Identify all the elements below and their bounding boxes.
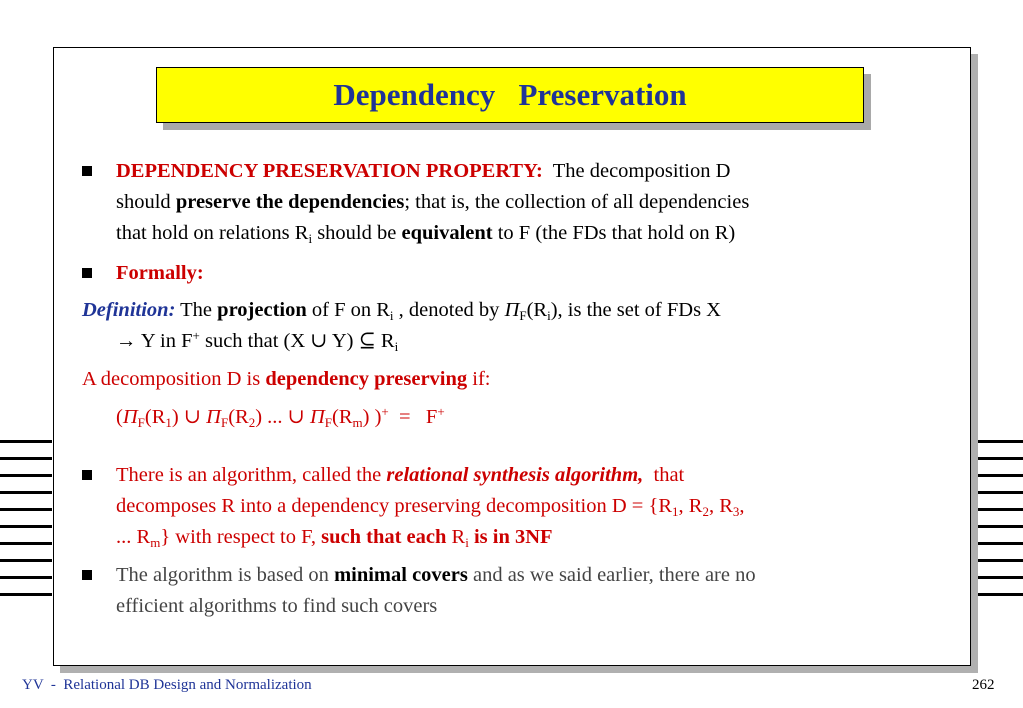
text: ) ... ∪ [255, 406, 310, 428]
pi-symbol: Π [206, 406, 221, 428]
line [82, 326, 721, 357]
text: } with respect to F, [160, 526, 322, 548]
bullet-marker [82, 268, 92, 278]
footer-page-number: 262 [972, 677, 995, 693]
subscript: m [150, 535, 161, 550]
text: = F [388, 406, 438, 428]
subscript: 2 [248, 415, 256, 430]
subscript: F [137, 415, 145, 430]
decomposition-line [82, 364, 490, 395]
bold-text: preserve the dependencies [175, 191, 405, 213]
text: ), is the set of FDs X [550, 299, 721, 321]
line [116, 218, 749, 249]
text: , denoted by [393, 299, 505, 321]
text: (R [526, 299, 548, 321]
text: to F (the FDs that hold on R) [492, 222, 736, 244]
subscript: 1 [165, 415, 172, 430]
footer-course-title: YV - Relational DB Design and Normalization [22, 677, 312, 693]
superscript: + [437, 404, 445, 419]
bold-italic-text: relational synthesis algorithm, [386, 464, 644, 486]
text: that [643, 464, 685, 486]
text: (R [228, 406, 249, 428]
bold-text: dependency preserving [265, 368, 468, 390]
text: ) ) [362, 406, 382, 428]
subscript: 1 [672, 504, 679, 519]
text: , [739, 495, 745, 517]
subscript: 2 [702, 504, 709, 519]
text: such that (X ∪ Y) ⊆ R [199, 330, 395, 352]
subscript: i [389, 308, 394, 323]
property-heading: DEPENDENCY PRESERVATION PROPERTY: [116, 160, 543, 182]
bold-text: equivalent [401, 222, 493, 244]
line [116, 460, 745, 491]
bold-text: projection [217, 299, 307, 321]
pi-symbol: Π [122, 406, 138, 428]
text: ... R [116, 526, 151, 548]
definition-label: Definition: [82, 299, 176, 321]
text: decomposes R into a dependency preserving decomposition D = {R [116, 495, 672, 517]
text: should [116, 191, 176, 213]
line [82, 295, 721, 326]
bullet-marker [82, 470, 92, 480]
subscript: F [324, 415, 332, 430]
subscript: F [220, 415, 229, 430]
line [116, 522, 745, 553]
text: efficient algorithms to find such covers [116, 595, 438, 617]
text: The algorithm is based on [116, 564, 335, 586]
subscript: m [352, 415, 363, 430]
superscript: + [192, 328, 200, 343]
definition-paragraph [82, 295, 721, 357]
pi-symbol: Π [309, 406, 325, 428]
text: → Y in F [116, 330, 193, 352]
bullet-dependency-property [116, 156, 749, 249]
bold-text: such that each [321, 526, 447, 548]
line [116, 156, 749, 187]
bold-text: minimal covers [334, 564, 468, 586]
line [116, 187, 749, 218]
subscript: i [465, 535, 469, 550]
text: R [446, 526, 466, 548]
preservation-formula [116, 402, 445, 433]
text: The decomposition D [552, 160, 731, 182]
line [116, 591, 756, 622]
text: The [175, 299, 218, 321]
text: ( [116, 406, 123, 428]
text: ) ∪ [171, 406, 207, 428]
subscript: i [394, 339, 399, 354]
bullet-formally [116, 258, 204, 289]
text: that hold on relations R [116, 222, 309, 244]
slide-title: Dependency Preservation [333, 77, 687, 112]
subscript: i [308, 231, 313, 246]
text: , R [678, 495, 703, 517]
bullet-marker [82, 570, 92, 580]
bullet-marker [82, 166, 92, 176]
text: (R [144, 406, 166, 428]
subscript: F [519, 308, 527, 323]
pi-symbol: Π [504, 299, 520, 321]
superscript: + [381, 404, 389, 419]
bold-text: is in 3NF [468, 526, 553, 548]
formally-label: Formally: [116, 262, 204, 284]
text: (R [332, 406, 353, 428]
text: and as we said earlier, there are no [467, 564, 756, 586]
text: should be [312, 222, 402, 244]
bullet-synthesis-algorithm [116, 460, 745, 553]
text: A decomposition D is [82, 368, 266, 390]
text: There is an algorithm, called the [116, 464, 387, 486]
line [116, 491, 745, 522]
text: of F on R [306, 299, 390, 321]
bullet-minimal-covers [116, 560, 756, 622]
text: ; that is, the collection of all dependencies [404, 191, 750, 213]
line [116, 560, 756, 591]
subscript: 3 [732, 504, 740, 519]
subscript: i [547, 308, 551, 323]
text: if: [467, 368, 491, 390]
text: , R [708, 495, 733, 517]
